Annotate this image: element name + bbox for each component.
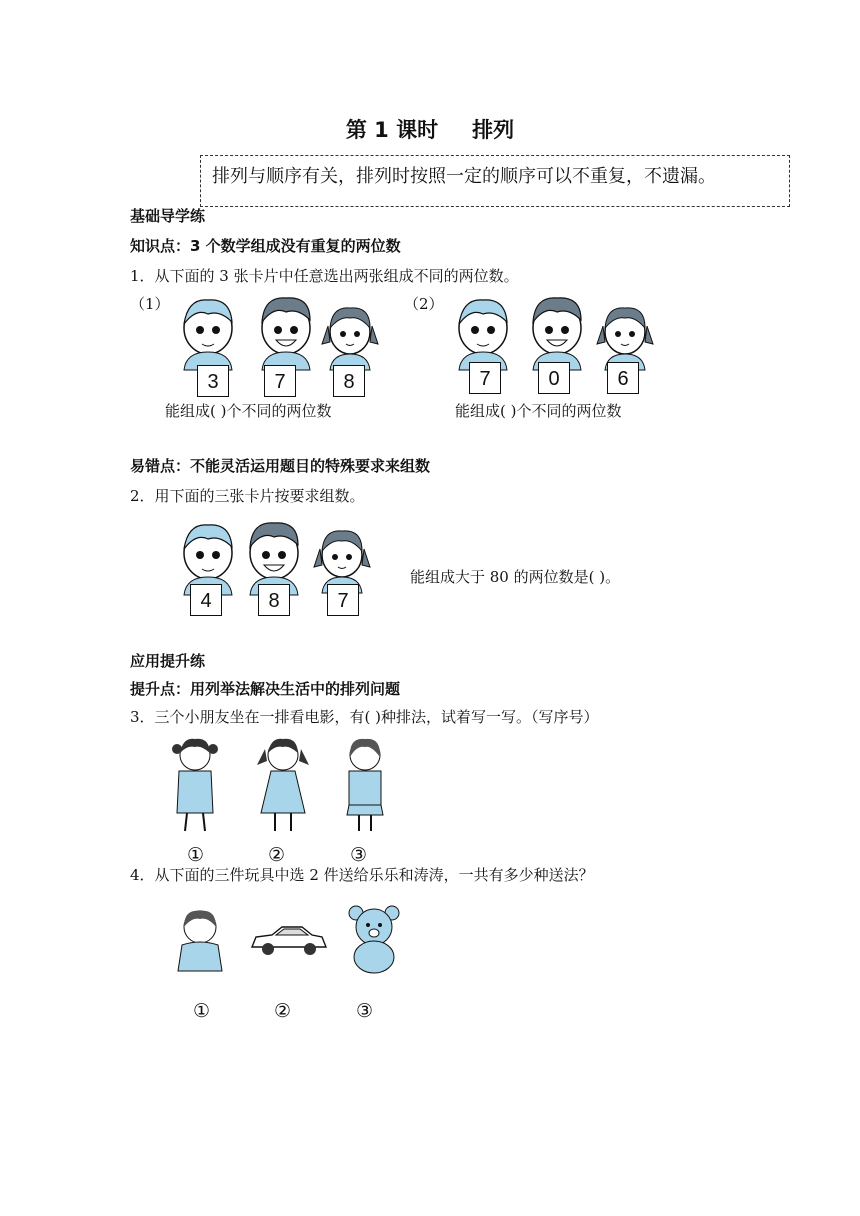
- question-2: 2．用下面的三张卡片按要求组数。: [130, 487, 365, 505]
- q3-mark-3: ③: [350, 844, 368, 866]
- q4-mark-1: ①: [193, 1000, 211, 1022]
- q4-mark-3: ③: [356, 1000, 374, 1022]
- question-2-answer: 能组成大于 80 的两位数是( )。: [410, 568, 621, 586]
- card: 8: [258, 584, 290, 616]
- question-1: 1．从下面的 3 张卡片中任意选出两张组成不同的两位数。: [130, 267, 519, 285]
- card: 7: [327, 584, 359, 616]
- title-sub: 排列: [472, 118, 515, 142]
- improve-point: 提升点：用列举法解决生活中的排列问题: [130, 680, 401, 698]
- teddy-bear-icon: [349, 906, 399, 973]
- child-3-illustration: [347, 739, 383, 831]
- boy-1-illustration: [459, 300, 507, 370]
- card: 4: [190, 584, 222, 616]
- card: 0: [538, 362, 570, 394]
- girl-illustration: [322, 308, 378, 370]
- title-main: 第 1 课时: [345, 118, 439, 142]
- boy-2-illustration: [533, 298, 581, 370]
- kids-illustration-2: [445, 290, 685, 370]
- card: 7: [469, 362, 501, 394]
- section-heading-basic: 基础导学练: [130, 207, 206, 225]
- part-1-answer: 能组成( )个不同的两位数: [165, 402, 332, 420]
- error-point: 易错点：不能灵活运用题目的特殊要求来组数: [130, 457, 431, 475]
- tip-text: 排列与顺序有关，排列时按照一定的顺序可以不重复，不遗漏。: [212, 166, 716, 187]
- q3-mark-2: ②: [268, 844, 286, 866]
- q3-mark-1: ①: [187, 844, 205, 866]
- card: 7: [264, 365, 296, 397]
- kids-illustration-3: [170, 515, 410, 595]
- question-4: 4．从下面的三件玩具中选 2 件送给乐乐和涛涛，一共有多少种送法？: [130, 866, 594, 884]
- part-1-tag: （1）: [130, 295, 170, 313]
- boy-2-illustration: [262, 298, 310, 370]
- section-heading-applied: 应用提升练: [130, 652, 206, 670]
- kids-illustration-1: [170, 290, 410, 370]
- card: 6: [607, 362, 639, 394]
- q4-mark-2: ②: [274, 1000, 292, 1022]
- child-2-illustration: [257, 739, 309, 831]
- knowledge-point: 知识点：3 个数学组成没有重复的两位数: [130, 237, 401, 255]
- page-title: [0, 114, 860, 144]
- toys-illustration: [170, 905, 400, 980]
- child-1-illustration: [172, 739, 218, 831]
- car-icon: [252, 927, 326, 955]
- card: 3: [197, 365, 229, 397]
- girl-illustration: [597, 308, 653, 370]
- doll-icon: [178, 911, 222, 971]
- part-2-answer: 能组成( )个不同的两位数: [455, 402, 622, 420]
- boy-1-illustration: [184, 300, 232, 370]
- card: 8: [333, 365, 365, 397]
- question-3: 3．三个小朋友坐在一排看电影，有( )种排法，试着写一写。（写序号）: [130, 708, 599, 726]
- children-illustration: [165, 735, 395, 835]
- part-2-tag: （2）: [404, 295, 444, 313]
